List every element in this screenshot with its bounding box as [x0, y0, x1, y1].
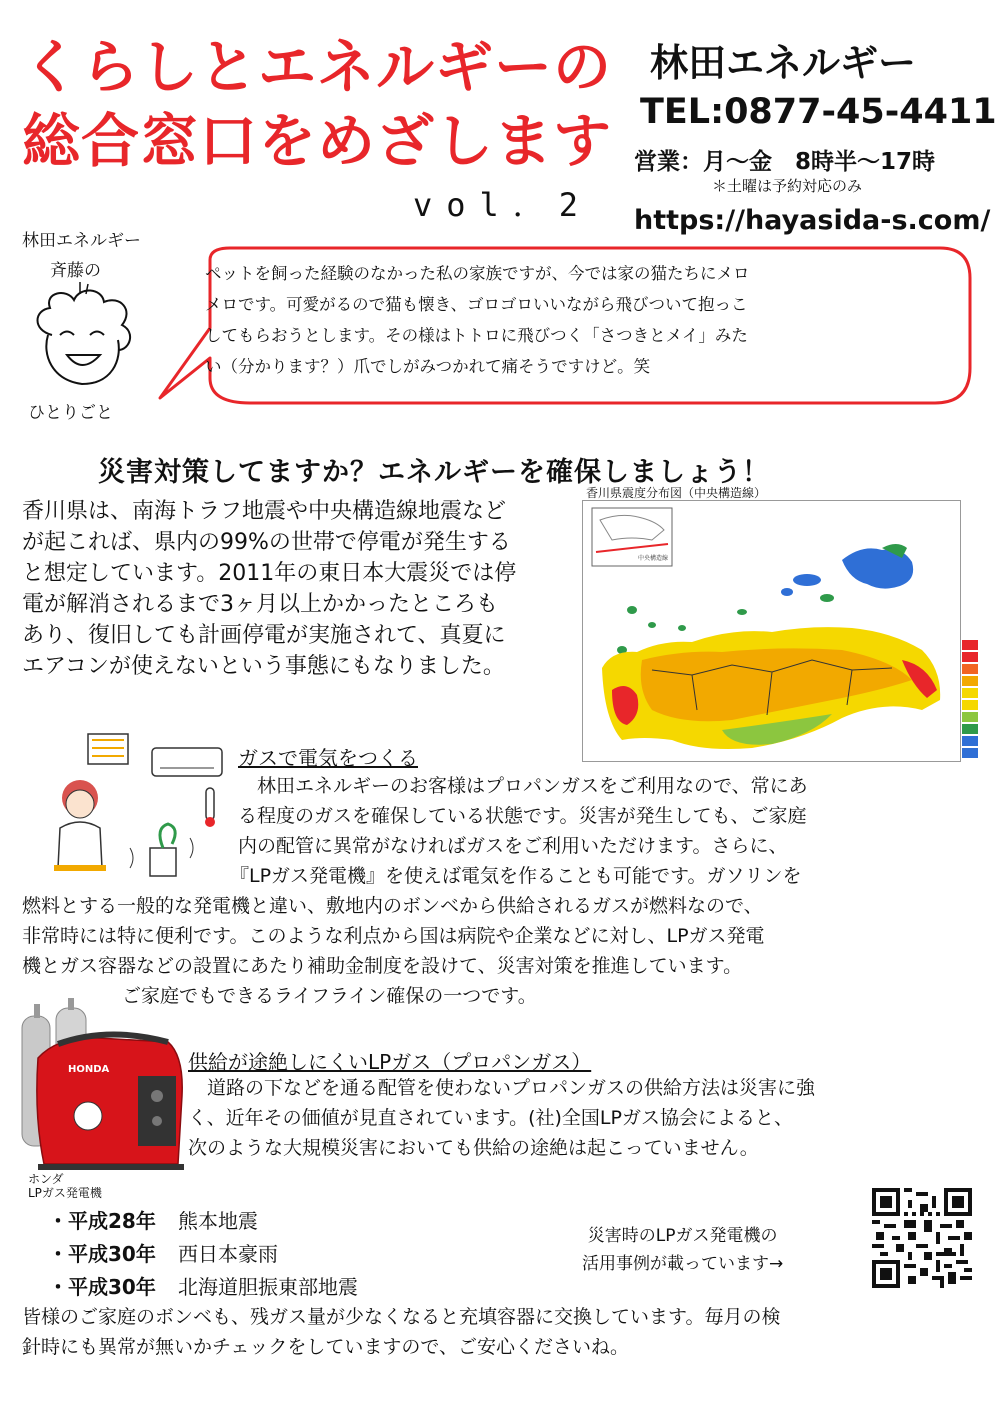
gas-power-line: 非常時には特に便利です。このような利点から国は病院や企業などに対し、LPガス発電 — [22, 925, 765, 947]
list-item — [48, 1271, 358, 1304]
intro-line: エアコンが使えないという事態にもなりました。 — [22, 654, 505, 679]
closing-line: 針時にも異常が無いかチェックをしていますので、ご安心くださいね。 — [22, 1336, 630, 1358]
lp-gas-line: 道路の下などを通る配管を使わないプロパンガスの供給方法は災害に強 — [188, 1077, 816, 1099]
column-label-name: 斉藤の — [50, 261, 101, 281]
inset-label: 中央構造線 — [638, 555, 669, 562]
event-name: 北海道胆振東部地震 — [178, 1275, 358, 1299]
intro-line: と想定しています。2011年の東日本大震災では停 — [22, 561, 517, 586]
bubble-line: ペットを飼った経験のなかった私の家族ですが、今では家の猫たちにメロ — [205, 264, 750, 283]
lp-gas-line: く、近年その価値が見直されています。(社)全国LPガス協会によると、 — [188, 1107, 793, 1129]
gas-power-line: 『LPガス発電機』を使えば電気を作ることも可能です。ガソリンを — [230, 865, 802, 887]
column-label-title: ひとりごと — [28, 403, 113, 423]
column-label-company: 林田エネルギー — [22, 231, 141, 251]
generator-caption-line: LPガス発電機 — [28, 1186, 102, 1200]
gas-power-text — [22, 861, 802, 1011]
gas-power-line: る程度のガスを確保している状態です。災害が発生しても、ご家庭 — [238, 805, 807, 827]
generator-brand: HONDA — [68, 1064, 110, 1075]
disaster-headline: 災害対策してますか？エネルギーを確保しましょう！ — [98, 457, 770, 488]
list-item — [48, 1238, 358, 1271]
phone-number: TEL:0877-45-4411 — [640, 92, 997, 132]
qr-note — [582, 1222, 783, 1278]
qr-note-line: 災害時のLPガス発電機の — [587, 1226, 778, 1246]
gas-power-text-indented — [238, 771, 808, 861]
list-item — [48, 1205, 358, 1238]
gas-power-heading: ガスで電気をつくる — [238, 746, 418, 770]
generator-caption — [28, 1172, 102, 1200]
lp-gas-heading: 供給が途絶しにくいLPガス（プロパンガス） — [188, 1050, 592, 1074]
event-name: 熊本地震 — [178, 1209, 258, 1233]
event-year: ・平成30年 — [48, 1242, 156, 1266]
company-name: 林田エネルギー — [650, 41, 917, 85]
website-url[interactable]: https://hayasida-s.com/ — [634, 205, 991, 236]
saito-face-illustration — [22, 280, 142, 395]
bubble-line: してもらおうとします。その様はトトロに飛びつく「さつきとメイ」みた — [205, 326, 748, 345]
gas-power-line: 燃料とする一般的な発電機と違い、敷地内のボンベから供給されるガスが燃料なので、 — [22, 895, 763, 917]
gas-power-line: 林田エネルギーのお客様はプロパンガスをご利用なので、常にあ — [238, 775, 808, 797]
bubble-line: い（分かります？）爪でしがみつかれて痛そうですけど。笑 — [205, 357, 651, 376]
disaster-intro — [22, 496, 516, 682]
volume-number: vol．2 — [413, 186, 593, 224]
business-hours: 営業：月〜金 8時半〜17時 — [634, 149, 936, 175]
gas-power-line: ご家庭でもできるライフライン確保の一つです。 — [122, 985, 537, 1007]
lp-gas-line: 次のような大規模災害においても供給の途絶は起こっていません。 — [188, 1137, 759, 1159]
intro-line: が起これば、県内の99%の世帯で停電が発生する — [22, 530, 511, 555]
qr-note-line: 活用事例が載っています→ — [582, 1254, 784, 1274]
event-year: ・平成28年 — [48, 1209, 156, 1233]
lp-gas-text — [188, 1073, 815, 1163]
lp-gas-generator-photo — [18, 996, 188, 1176]
seismic-intensity-map — [582, 500, 984, 762]
qr-code[interactable] — [872, 1188, 972, 1288]
closing-text — [22, 1302, 780, 1362]
bubble-text — [205, 258, 965, 382]
event-year: ・平成30年 — [48, 1275, 156, 1299]
generator-caption-line: ホンダ — [28, 1172, 64, 1186]
gas-power-line: 機とガス容器などの設置にあたり補助金制度を設けて、災害対策を推進しています。 — [22, 955, 743, 977]
title-line-1: くらしとエネルギーの — [22, 33, 613, 101]
event-name: 西日本豪雨 — [178, 1242, 278, 1266]
gas-power-line: 内の配管に異常がなければガスをご利用いただけます。さらに、 — [238, 835, 788, 857]
intro-line: 香川県は、南海トラフ地震や中央構造線地震など — [22, 499, 507, 524]
title-line-2: 総合窓口をめざします — [22, 107, 613, 175]
map-caption: 香川県震度分布図（中央構造線） — [586, 486, 767, 500]
intro-line: あり、復旧しても計画停電が実施されて、真夏に — [22, 623, 506, 648]
bubble-line: メロです。可愛がるので猫も懐き、ゴロゴロいいながら飛びついて抱っこ — [205, 295, 748, 314]
disaster-events-list — [48, 1205, 358, 1304]
intro-line: 電が解消されるまで3ヶ月以上かかったところも — [22, 592, 498, 617]
saturday-note: ＊土曜は予約対応のみ — [712, 177, 863, 195]
closing-line: 皆様のご家庭のボンベも、残ガス量が少なくなると充填容器に交換しています。毎月の検 — [22, 1306, 781, 1328]
